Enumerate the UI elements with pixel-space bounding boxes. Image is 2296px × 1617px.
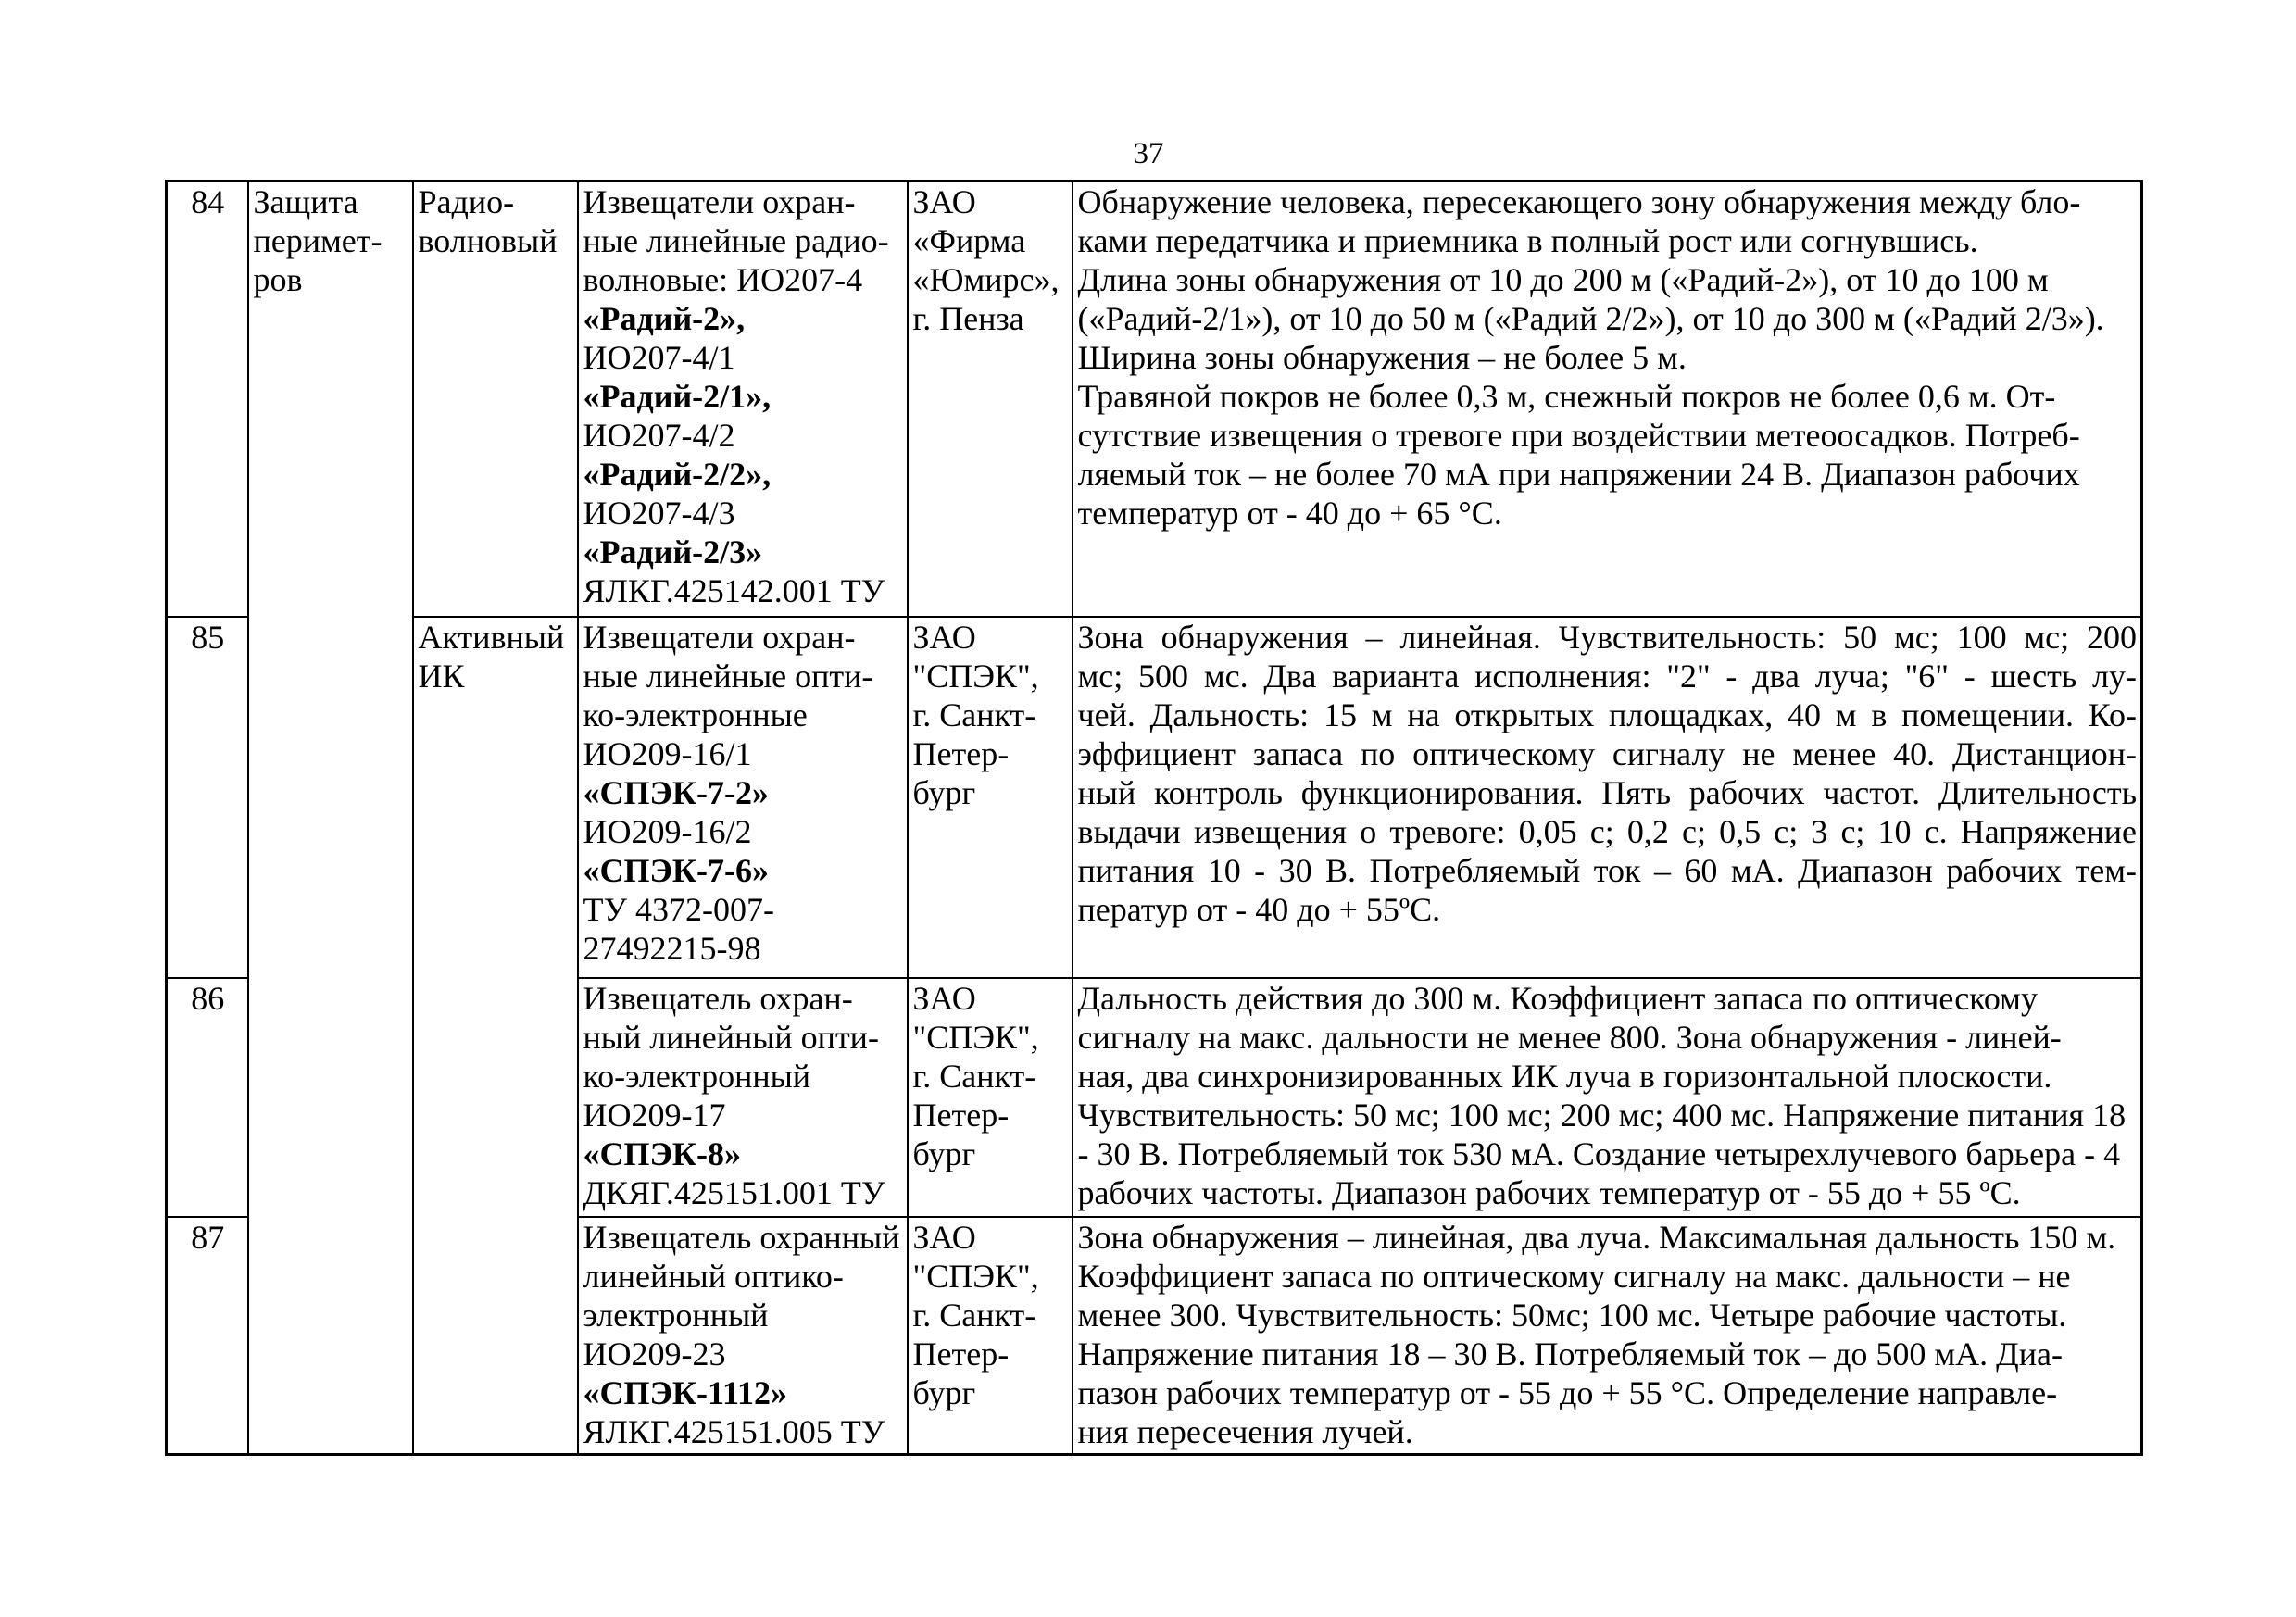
device-cell: Извещатель охран- ный линейный опти- ко-электронный ИО209-17 «СПЭК-8» ДКЯГ.425151.001 ТУ (578, 978, 908, 1217)
page-number: 37 (1133, 137, 1164, 170)
table-row (167, 182, 2142, 617)
device-cell: Извещатели охран- ные линейные радио- волновые: ИО207-4 «Радий-2», ИО207-4/1 «Радий-2/1», ИО207-4/2 «Радий-2/2», ИО207-4/3 «Радий-2/3» ЯЛКГ.425142.001 ТУ (578, 182, 908, 617)
description-cell: Зона обнаружения – линейная. Чувствительность: 50 мс; 100 мс; 200 мс; 500 мс. Два варианта исполнения: "2" - два луча; "6" - шесть лу- чей. Дальность: 15 м на открытых площадках, 40 м в помещении. Ко- эффициент запаса по оптическому сигналу не менее 40. Дистанцион- ный контроль функционирования. Пять рабочих частот. Длительность выдачи извещения о тревоге: 0,05 с; 0,2 с; 0,5 с; 3 с; 10 с. Напряжение питания 10 - 30 В. Потребляемый ток – 60 мА. Диапазон рабочих тем- ператур от - 40 до + 55ºС. (1073, 617, 2142, 978)
detection-type-cell: Радио- волновый (413, 182, 578, 617)
detection-type-cell: Активный ИК (413, 617, 578, 1455)
table-row (167, 617, 2142, 978)
description-cell: Обнаружение человека, пересекающего зону обнаружения между бло- ками передатчика и приемника в полный рост или согнувшись. Длина зоны обнаружения от 10 до 200 м («Радий-2»), от 10 до 100 м («Радий-2/1»), от 10 до 50 м («Радий 2/2»), от 10 до 300 м («Радий 2/3»). Ширина зоны обнаружения – не более 5 м. Травяной покров не более 0,3 м, снежный покров не более 0,6 м. От- сутствие извещения о тревоге при воздействии метеоосадков. Потреб- ляемый ток – не более 70 мА при напряжении 24 В. Диапазон рабочих температур от - 40 до + 65 °С. (1073, 182, 2142, 617)
row-number: 85 (167, 617, 248, 978)
device-cell: Извещатели охран- ные линейные опти- ко-электронные ИО209-16/1 «СПЭК-7-2» ИО209-16/2 «СПЭК-7-6» ТУ 4372-007- 27492215-98 (578, 617, 908, 978)
device-cell: Извещатель охранный линейный оптико- электронный ИО209-23 «СПЭК-1112» ЯЛКГ.425151.005 ТУ (578, 1217, 908, 1455)
row-number: 87 (167, 1217, 248, 1455)
manufacturer-cell: ЗАО "СПЭК", г. Санкт- Петер- бург (908, 617, 1073, 978)
row-number: 84 (167, 182, 248, 617)
manufacturer-cell: ЗАО "СПЭК", г. Санкт- Петер- бург (908, 1217, 1073, 1455)
description-cell: Дальность действия до 300 м. Коэффициент запаса по оптическому сигналу на макс. дальности не менее 800. Зона обнаружения - линей- ная, два синхронизированных ИК луча в горизонтальной плоскости. Чувствительность: 50 мс; 100 мс; 200 мс; 400 мс. Напряжение питания 18 - 30 В. Потребляемый ток 530 мА. Создание четырехлучевого барьера - 4 рабочих частоты. Диапазон рабочих температур от - 55 до + 55 ºС. (1073, 978, 2142, 1217)
equipment-table (165, 180, 2143, 1456)
description-cell: Зона обнаружения – линейная, два луча. Максимальная дальность 150 м. Коэффициент запаса по оптическому сигналу на макс. дальности – не менее 300. Чувствительность: 50мс; 100 мс. Четыре рабочие частоты. Напряжение питания 18 – 30 В. Потребляемый ток – до 500 мА. Диа- пазон рабочих температур от - 55 до + 55 °С. Определение направле- ния пересечения лучей. (1073, 1217, 2142, 1455)
category-cell: Защита перимет- ров (248, 182, 413, 1455)
row-number: 86 (167, 978, 248, 1217)
manufacturer-cell: ЗАО «Фирма «Юмирс», г. Пенза (908, 182, 1073, 617)
manufacturer-cell: ЗАО "СПЭК", г. Санкт- Петер- бург (908, 978, 1073, 1217)
